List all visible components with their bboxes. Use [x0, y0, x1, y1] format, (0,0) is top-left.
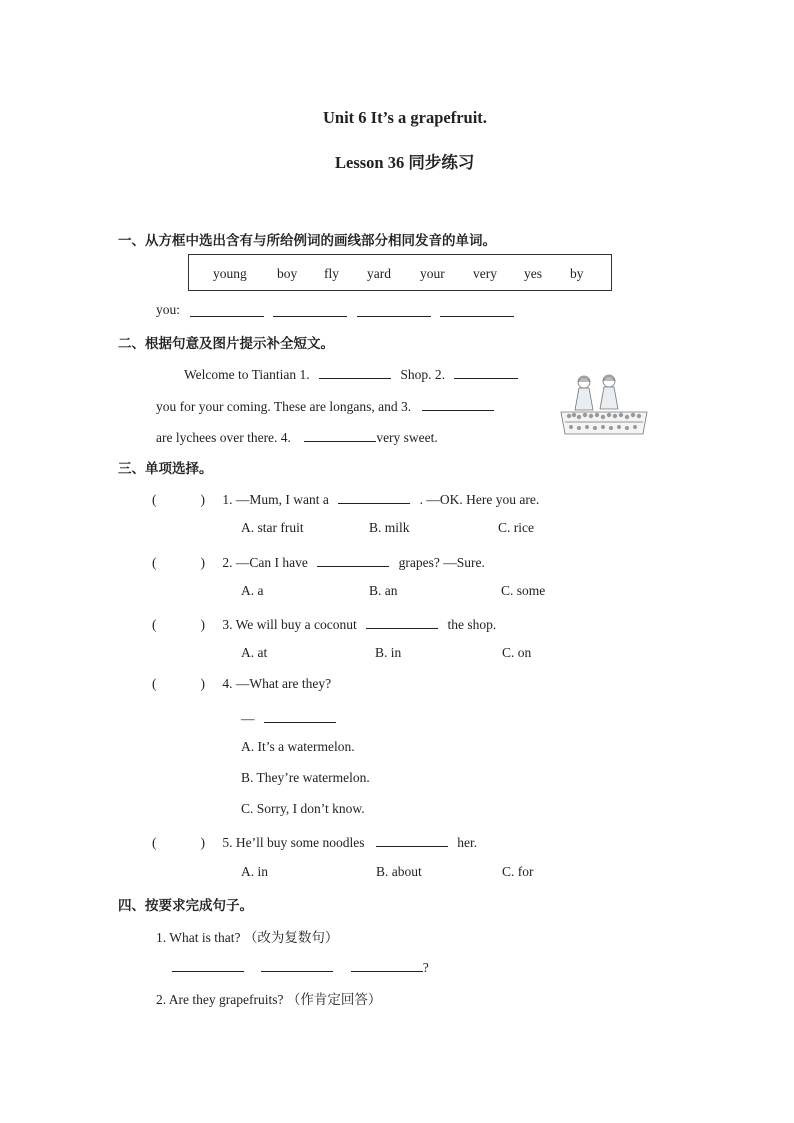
word-option: fly — [324, 266, 339, 281]
answer-blank[interactable] — [261, 957, 333, 972]
option-b[interactable]: B. milk — [369, 520, 410, 535]
option-c[interactable]: C. some — [501, 583, 546, 598]
answer-blank[interactable] — [338, 489, 410, 504]
section-3-heading: 三、单项选择。 — [118, 461, 213, 477]
word-option: by — [570, 266, 584, 281]
question-2: ( ) 2. —Can I have grapes? —Sure. — [152, 552, 485, 571]
question-1: ( ) 1. —Mum, I want a . —OK. Here you are. — [152, 489, 539, 508]
section-4-heading: 四、按要求完成句子。 — [118, 898, 253, 914]
option-b[interactable]: B. about — [376, 864, 422, 879]
answer-blank[interactable] — [172, 957, 244, 972]
question-4: ( ) 4. —What are they? — [152, 676, 332, 691]
answer-blank[interactable] — [317, 552, 389, 567]
option-a[interactable]: A. at — [241, 645, 268, 660]
passage-line-3: are lychees over there. 4. very sweet. — [156, 427, 438, 446]
rewrite-question-1: 1. What is that? （改为复数句） — [156, 930, 339, 945]
page-title: Unit 6 It’s a grapefruit. — [323, 108, 487, 127]
answer-paren[interactable]: ) — [200, 492, 205, 507]
answer-paren[interactable]: ) — [200, 676, 205, 691]
option-a[interactable]: A. a — [241, 583, 264, 598]
word-option: yes — [524, 266, 542, 281]
answer-paren[interactable]: ) — [200, 617, 205, 632]
answer-blank[interactable] — [273, 302, 347, 317]
word-option: yard — [367, 266, 391, 281]
question-5: ( ) 5. He’ll buy some noodles her. — [152, 832, 477, 851]
answer-blank[interactable] — [264, 708, 336, 723]
question-3: ( ) 3. We will buy a coconut the shop. — [152, 614, 496, 633]
answer-blank[interactable] — [319, 364, 391, 379]
answer-blank[interactable] — [454, 364, 518, 379]
word-option: boy — [277, 266, 298, 281]
answer-blank[interactable] — [422, 396, 494, 411]
option-b[interactable]: B. an — [369, 583, 398, 598]
option-c[interactable]: C. rice — [498, 520, 534, 535]
word-option: very — [473, 266, 497, 281]
option-c[interactable]: C. Sorry, I don’t know. — [241, 801, 365, 816]
word-box — [188, 254, 612, 291]
option-c[interactable]: C. for — [502, 864, 534, 879]
passage-line-2: you for your coming. These are longans, and 3. — [156, 396, 494, 415]
section-1-heading: 一、从方框中选出含有与所给例词的画线部分相同发音的单词。 — [118, 233, 496, 249]
answer-blanks — [190, 302, 514, 321]
rewrite-question-2: 2. Are they grapefruits? （作肯定回答） — [156, 992, 382, 1007]
rewrite-answer-1: ? — [172, 957, 429, 976]
answer-paren[interactable]: ) — [200, 835, 205, 850]
example-word: you: — [156, 302, 181, 317]
answer-blank[interactable] — [304, 427, 376, 442]
word-option: young — [213, 266, 247, 281]
word-option: your — [420, 266, 445, 281]
option-c[interactable]: C. on — [502, 645, 532, 660]
answer-blank[interactable] — [366, 614, 438, 629]
passage-line-1: Welcome to Tiantian 1. Shop. 2. — [184, 364, 518, 383]
option-a[interactable]: A. in — [241, 864, 268, 879]
question-4-reply: — — [241, 708, 336, 727]
answer-blank[interactable] — [351, 957, 423, 972]
option-b[interactable]: B. They’re watermelon. — [241, 770, 370, 785]
answer-blank[interactable] — [357, 302, 431, 317]
option-a[interactable]: A. It’s a watermelon. — [241, 739, 355, 754]
answer-paren[interactable]: ) — [200, 555, 205, 570]
option-b[interactable]: B. in — [375, 645, 402, 660]
answer-blank[interactable] — [376, 832, 448, 847]
lesson-subtitle: Lesson 36 同步练习 — [335, 153, 475, 172]
section-2-heading: 二、根据句意及图片提示补全短文。 — [118, 336, 334, 352]
option-a[interactable]: A. star fruit — [241, 520, 304, 535]
answer-blank[interactable] — [190, 302, 264, 317]
answer-blank[interactable] — [440, 302, 514, 317]
fruit-shop-illustration — [559, 372, 649, 438]
